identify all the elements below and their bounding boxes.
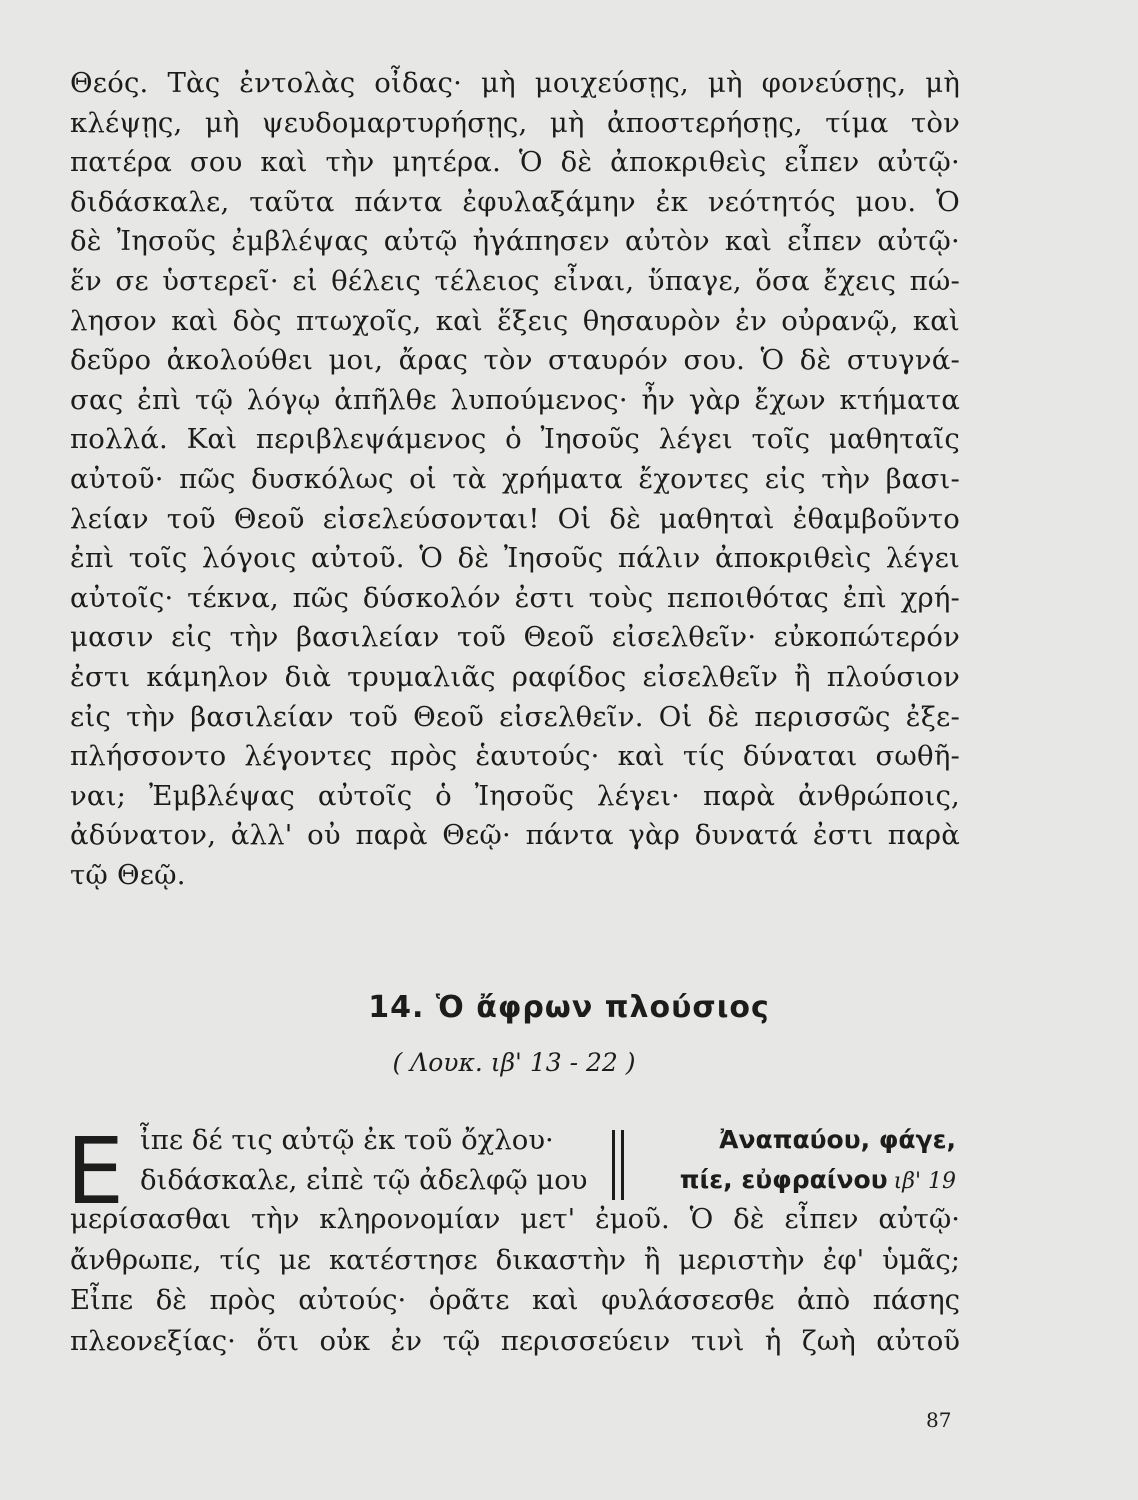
section-title: 14. Ὁ ἄφρων πλούσιος xyxy=(368,990,770,1025)
text-line: ναι; Ἐμβλέψας αὐτοῖς ὁ Ἰησοῦς λέγει· παρὰ ἀνθρώποις, xyxy=(70,779,960,812)
key-verse-line xyxy=(656,1160,956,1202)
text-line: λείαν τοῦ Θεοῦ εἰσελεύσονται! Οἱ δὲ μαθηταὶ ἐθαμβοῦντο xyxy=(70,502,960,535)
text-line: αὐτοῖς· τέκνα, πῶς δύσκολόν ἐστι τοὺς πεποιθότας ἐπὶ χρή- xyxy=(70,581,960,614)
text-line: τῷ Θεῷ. xyxy=(70,858,186,891)
text-line: ἐστι κάμηλον διὰ τρυμαλιᾶς ραφίδος εἰσελθεῖν ἢ πλούσιον xyxy=(70,660,960,693)
text-line: διδάσκαλε, εἰπὲ τῷ ἀδελφῷ μου xyxy=(140,1164,588,1196)
continuation-paragraph xyxy=(70,1199,960,1361)
text-line: διδάσκαλε, ταῦτα πάντα ἐφυλαξάμην ἐκ νεότητός μου. Ὁ xyxy=(70,185,960,218)
text-line: κλέψῃς, μὴ ψευδομαρτυρήσῃς, μὴ ἀποστερήσῃς, τίμα τὸν xyxy=(70,106,960,139)
scripture-reference: ( Λουκ. ιβ' 13 - 22 ) xyxy=(392,1048,636,1077)
key-verse-text: πίε, εὐφραίνου xyxy=(679,1165,888,1194)
text-line: πολλά. Καὶ περιβλεψάμενος ὁ Ἰησοῦς λέγει τοῖς μαθηταῖς xyxy=(70,423,960,456)
text-line: Θεός. Τὰς ἐντολὰς οἶδας· μὴ μοιχεύσῃς, μὴ φονεύσῃς, μὴ xyxy=(70,67,960,99)
text-line: ἐπὶ τοῖς λόγοις αὐτοῦ. Ὁ δὲ Ἰησοῦς πάλιν ἀποκριθεὶς λέγει xyxy=(70,542,960,575)
text-line: πατέρα σου καὶ τὴν μητέρα. Ὁ δὲ ἀποκριθεὶς εἶπεν αὐτῷ· xyxy=(70,146,960,179)
text-line: μασιν εἰς τὴν βασιλείαν τοῦ Θεοῦ εἰσελθεῖν· εὐκοπώτερόν xyxy=(70,621,960,654)
text-line: δεῦρο ἀκολούθει μοι, ἄρας τὸν σταυρόν σου. Ὁ δὲ στυγνά- xyxy=(70,344,960,377)
key-verse-line: Ἀναπαύου, φάγε, xyxy=(719,1125,956,1154)
text-line: ἶπε δέ τις αὐτῷ ἐκ τοῦ ὄχλου· xyxy=(140,1124,554,1156)
text-line: λησον καὶ δὸς πτωχοῖς, καὶ ἕξεις θησαυρὸν ἐν οὐρανῷ, καὶ xyxy=(70,304,960,337)
opening-lines xyxy=(140,1120,600,1200)
text-line: πλήσσοντο λέγοντες πρὸς ἑαυτούς· καὶ τίς δύναται σωθῆ- xyxy=(70,740,960,773)
text-line: εἰς τὴν βασιλείαν τοῦ Θεοῦ εἰσελθεῖν. Οἱ δὲ περισσῶς ἐξε- xyxy=(70,700,960,733)
text-line: ἄνθρωπε, τίς με κατέστησε δικαστὴν ἢ μεριστὴν ἐφ' ὑμᾶς; xyxy=(70,1243,960,1276)
text-line: ἕν σε ὑστερεῖ· εἰ θέλεις τέλειος εἶναι, ὕπαγε, ὅσα ἔχεις πώ- xyxy=(70,264,960,297)
text-line: μερίσασθαι τὴν κληρονομίαν μετ' ἐμοῦ. Ὁ δὲ εἶπεν αὐτῷ· xyxy=(70,1203,960,1235)
text-line: πλεονεξίας· ὅτι οὐκ ἐν τῷ περισσεύειν τινὶ ἡ ζωὴ αὐτοῦ xyxy=(70,1324,960,1357)
text-line: σας ἐπὶ τῷ λόγῳ ἀπῆλθε λυπούμενος· ἦν γὰρ ἔχων κτήματα xyxy=(70,383,960,416)
key-verse-reference: ιβ' 19 xyxy=(893,1169,956,1194)
text-line: αὐτοῦ· πῶς δυσκόλως οἱ τὰ χρήματα ἔχοντες εἰς τὴν βασι- xyxy=(70,462,960,495)
text-line: δὲ Ἰησοῦς ἐμβλέψας αὐτῷ ἠγάπησεν αὐτὸν καὶ εἶπεν αὐτῷ· xyxy=(70,225,960,258)
drop-cap: Ε xyxy=(66,1118,125,1225)
text-line: ἀδύνατον, ἀλλ' οὐ παρὰ Θεῷ· πάντα γὰρ δυνατά ἐστι παρὰ xyxy=(70,819,960,852)
divider-rule xyxy=(612,1130,615,1200)
page-number: 87 xyxy=(926,1408,952,1432)
divider-rule xyxy=(621,1130,624,1200)
text-line: Εἶπε δὲ πρὸς αὐτούς· ὁρᾶτε καὶ φυλάσσεσθε ἀπὸ πάσης xyxy=(70,1284,960,1316)
main-paragraph xyxy=(70,64,960,895)
key-verse-box xyxy=(656,1120,956,1202)
